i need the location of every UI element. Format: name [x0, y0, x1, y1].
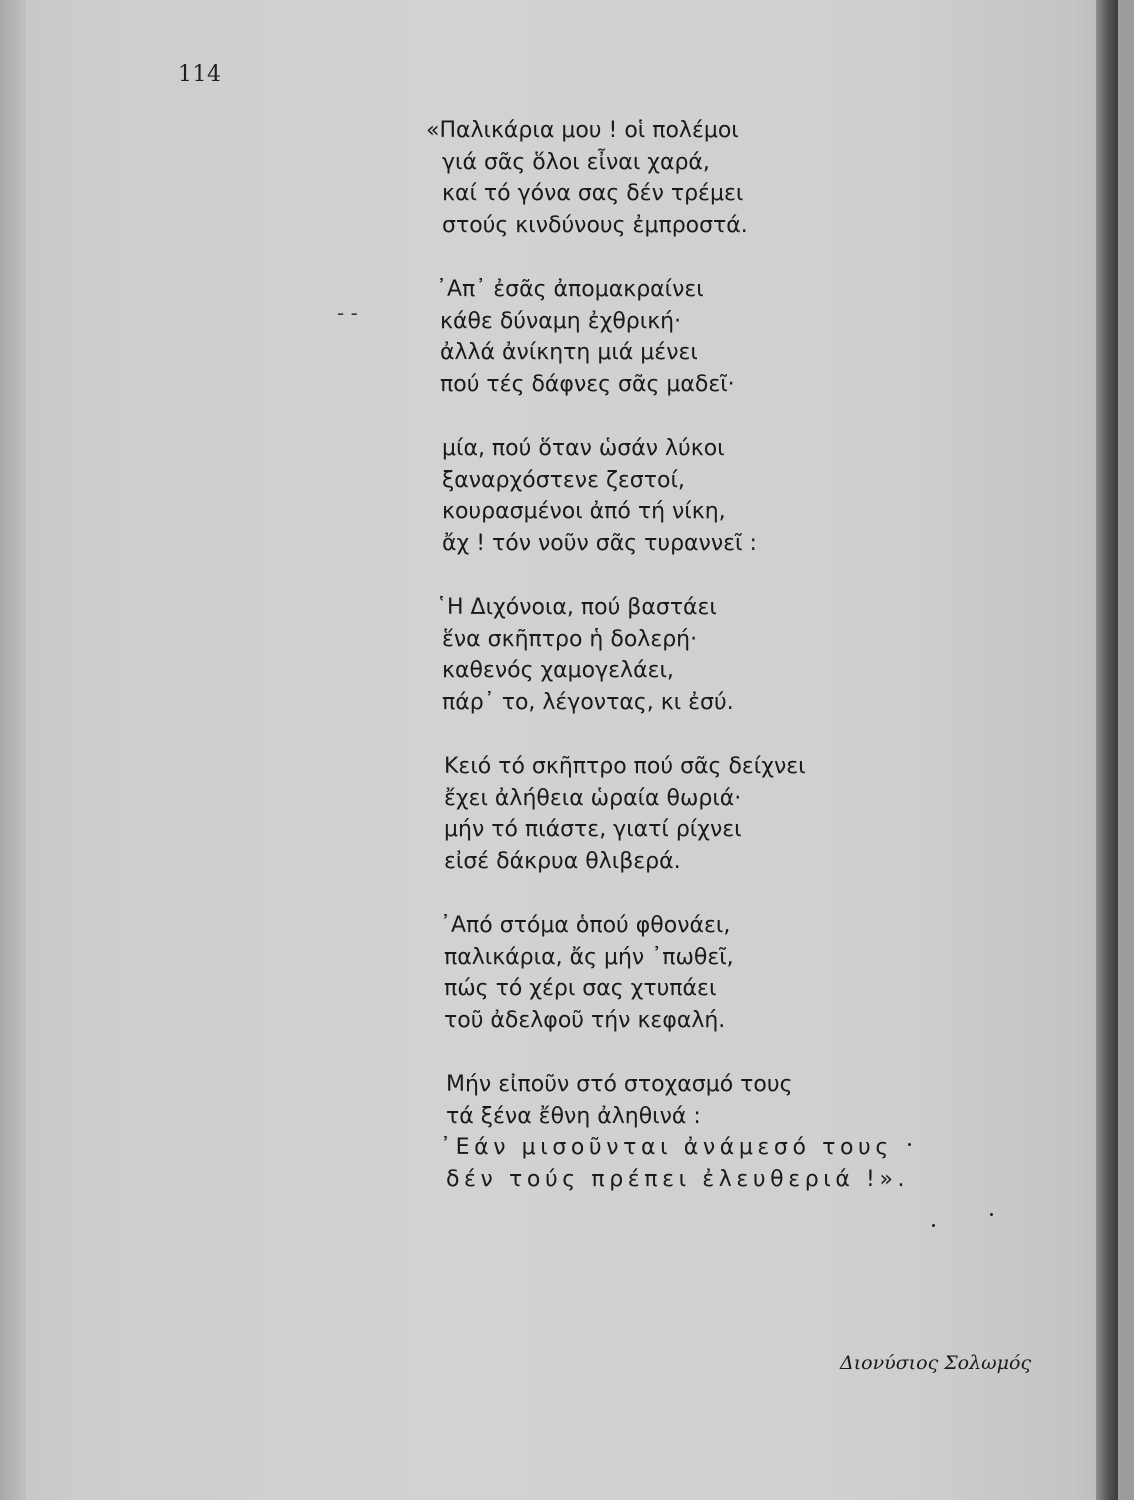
book-gutter-shadow — [1096, 0, 1118, 1500]
poem-line: στούς κινδύνους ἐμπροστά. — [442, 212, 748, 238]
print-speck — [932, 1224, 935, 1227]
poem-line: καί τό γόνα σας δέν τρέμει — [442, 181, 744, 206]
poem-line: κάθε δύναμη ἐχθρική· — [440, 308, 682, 334]
stanza-3 — [442, 433, 986, 559]
page-left-edge — [0, 0, 26, 1500]
poem-line: πώς τό χέρι σας χτυπάει — [444, 976, 717, 1001]
stanza-2 — [436, 274, 986, 400]
poem-line: πού τές δάφνες σᾶς μαδεῖ· — [440, 371, 735, 397]
poem-line: ἕνα σκῆπτρο ἡ δολερή· — [442, 626, 698, 652]
stray-mark: - - — [337, 301, 358, 325]
poem-line: παλικάρια, ἄς μήν ᾿πωθεῖ, — [444, 944, 734, 970]
poem-line: ἔχει ἀλήθεια ὡραία θωριά· — [444, 785, 742, 811]
author-signature: Διονύσιος Σολωμός — [840, 1352, 1032, 1374]
poem-line: ἄχ ! τόν νοῦν σᾶς τυραννεῖ : — [442, 530, 757, 556]
stanza-4 — [436, 592, 986, 718]
poem-line: ἀλλά ἀνίκητη μιά μένει — [440, 340, 698, 365]
stanza-1 — [426, 115, 986, 241]
poem-line: γιά σᾶς ὅλοι εἶναι χαρά, — [442, 149, 710, 175]
poem-line: Μήν εἰποῦν στό στοχασμό τους — [446, 1072, 793, 1097]
poem-line: Κειό τό σκῆπτρο πού σᾶς δείχνει — [444, 754, 806, 779]
stanza-6 — [440, 910, 986, 1036]
poem-line: ᾿Απ᾿ ἐσᾶς ἀπομακραίνει — [436, 277, 704, 302]
poem-line: καθενός χαμογελάει, — [442, 658, 674, 683]
poem-line: ῾Η Διχόνοια, πού βαστάει — [436, 595, 717, 620]
page-number: 114 — [178, 62, 222, 87]
poem-line: μία, πού ὅταν ὡσάν λύκοι — [442, 436, 725, 461]
poem-line: τοῦ ἀδελφοῦ τήν κεφαλή. — [444, 1007, 726, 1033]
poem-line: δέν τούς πρέπει ἐλευθεριά !». — [446, 1166, 910, 1192]
poem-line: «Παλικάρια μου ! οἱ πολέμοι — [426, 118, 739, 143]
poem-line: μήν τό πιάστε, γιατί ρίχνει — [444, 817, 742, 842]
poem-line: εἰσέ δάκρυα θλιβερά. — [444, 848, 681, 874]
poem-line: κουρασμένοι ἀπό τή νίκη, — [442, 499, 726, 524]
stanza-5 — [444, 751, 986, 877]
poem — [426, 115, 986, 1228]
poem-line: ᾿Εάν μισοῦνται ἀνάμεσό τους — [440, 1135, 893, 1160]
poem-line: πάρ᾿ το, λέγοντας, κι ἐσύ. — [442, 689, 734, 715]
poem-line: ᾿Από στόμα ὁπού φθονάει, — [440, 913, 731, 938]
poem-line: ξαναρχόστενε ζεστοί, — [442, 467, 685, 493]
print-speck — [990, 1213, 993, 1216]
poem-line: τά ξένα ἔθνη ἀληθινά : — [446, 1103, 701, 1129]
stanza-7 — [440, 1069, 986, 1195]
print-speck — [908, 1143, 911, 1146]
